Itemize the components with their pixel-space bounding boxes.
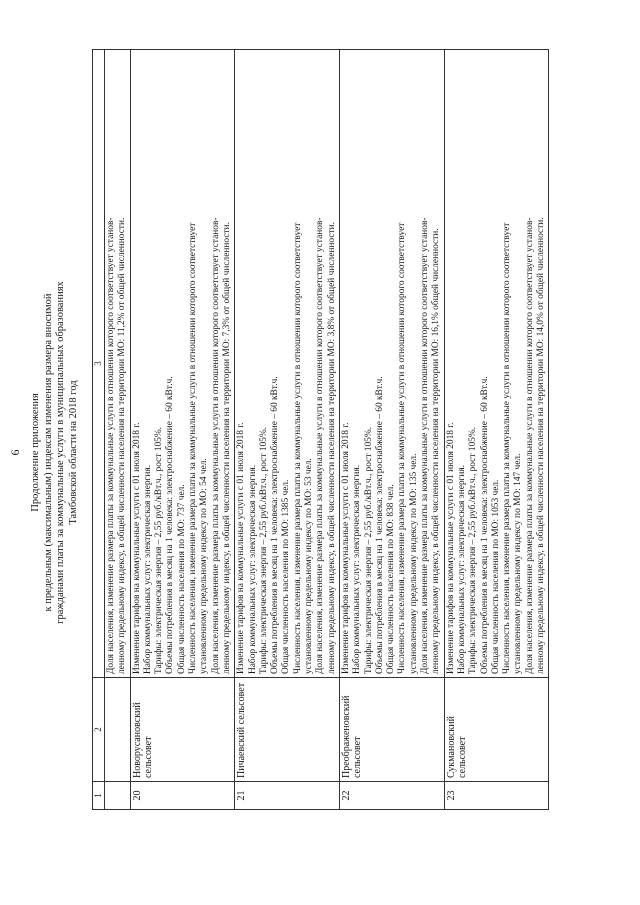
- row-number: [105, 782, 131, 810]
- description-line: Объемы потребления в месяц на 1 человека: электроснабжение – 60 кВт.ч.: [374, 376, 385, 674]
- description-line: Объемы потребления в месяц на 1 человека: электроснабжение – 60 кВт.ч.: [479, 376, 490, 674]
- description-line: Объемы потребления в месяц на 1 человека: электроснабжение – 60 кВт.ч.: [165, 376, 176, 674]
- description-line: ленному предельному индексу, в общей численности населения на территории МО: 14,0% от общей численности.: [535, 217, 546, 674]
- description-line: установленному предельному индексу по МО: 147 чел.: [513, 453, 524, 674]
- description-line: Набор коммунальных услуг: электрическая энергия.: [142, 464, 153, 674]
- description-line: Изменение тарифов на коммунальные услуги с 01 июля 2018 г.: [131, 422, 142, 674]
- row-description: [105, 50, 131, 678]
- column-header-1: 1: [93, 782, 105, 810]
- row-number: 22: [339, 782, 444, 810]
- table-row: [339, 50, 444, 810]
- description-line: Общая численность населения по МО: 1385 чел.: [281, 479, 292, 674]
- row-description: [339, 50, 444, 678]
- description-line: Численность населения, изменение размера платы за коммунальные услуги в отношении которого соответствует: [292, 222, 303, 674]
- description-line: Тарифы: электрическая энергия – 2,55 руб./кВт.ч., рост 105%.: [468, 427, 479, 674]
- municipality-name: Пичаевский сельсовет: [235, 678, 340, 782]
- row-number: 21: [235, 782, 340, 810]
- heading-line-4: Тамбовской области на 2018 год: [67, 380, 79, 525]
- description-line: Доля населения, изменение размера платы за коммунальные услуги в отношении которого соответствует установ-: [106, 217, 116, 674]
- description-line: Тарифы: электрическая энергия – 2,55 руб./кВт.ч., рост 105%.: [258, 427, 269, 674]
- description-line: Общая численность населения по МО: 737 чел.: [176, 484, 187, 674]
- description-line: Численность населения, изменение размера платы за коммунальные услуги в отношении которого соответствует: [502, 222, 513, 674]
- description-line: установленному предельному индексу по МО: 54 чел.: [199, 458, 210, 674]
- table-header-row: [93, 50, 105, 810]
- description-line: Численность населения, изменение размера платы за коммунальные услуги в отношении которого соответствует: [397, 222, 408, 674]
- description-line: Тарифы: электрическая энергия – 2,55 руб./кВт.ч., рост 105%.: [154, 427, 165, 674]
- municipality-name: Преображеновский сельсовет: [339, 678, 444, 782]
- description-line: Тарифы: электрическая энергия – 2,55 руб./кВт.ч., рост 105%.: [363, 427, 374, 674]
- page-number: 6: [8, 449, 22, 456]
- municipality-name: Сукмановский сельсовет: [444, 678, 549, 782]
- description-line: Изменение тарифов на коммунальные услуги с 01 июля 2018 г.: [445, 422, 456, 674]
- description-line: Набор коммунальных услуг: электрическая энергия.: [247, 464, 258, 674]
- description-line: Общая численность населения по МО: 838 чел.: [386, 484, 397, 674]
- description-line: Доля населения, изменение размера платы за коммунальные услуги в отношении которого соответствует установ-: [524, 217, 535, 674]
- row-number: 20: [130, 782, 235, 810]
- column-header-3: 3: [93, 50, 105, 678]
- description-line: ленному предельному индексу, в общей численности населения на территории МО: 3,8% от общей численности.: [326, 222, 337, 674]
- description-line: Общая численность населения по МО: 1053 чел.: [490, 479, 501, 674]
- row-description: [444, 50, 549, 678]
- description-line: ленному предельному индексу, в общей численности населения на территории МО: 16,1% общей численности.: [431, 228, 442, 674]
- heading-line-1: Продолжение приложения: [30, 393, 41, 512]
- table-row: [235, 50, 340, 810]
- row-description: [235, 50, 340, 678]
- description-line: Доля населения, изменение размера платы за коммунальные услуги в отношении которого соответствует установ-: [420, 217, 431, 674]
- description-line: Численность населения, изменение размера платы за коммунальные услуги в отношении которого соответствует: [188, 222, 199, 674]
- description-line: Набор коммунальных услуг: электрическая энергия.: [352, 464, 363, 674]
- description-line: установленному предельному индексу по МО: 53 чел.: [304, 458, 315, 674]
- description-line: Доля населения, изменение размера платы за коммунальные услуги в отношении которого соответствует установ-: [315, 217, 326, 674]
- municipality-name: Новорусановский сельсовет: [130, 678, 235, 782]
- municipality-name: [105, 678, 131, 782]
- description-line: ленному предельному индексу, в общей численности населения на территории МО: 7,3% от общей численности.: [221, 222, 232, 674]
- row-number: 23: [444, 782, 549, 810]
- description-line: установленному предельному индексу по МО: 135 чел.: [408, 453, 419, 674]
- table-row: [444, 50, 549, 810]
- heading-line-3: гражданами платы за коммунальные услуги в муниципальных образованиях: [55, 281, 66, 624]
- document-heading: [30, 80, 80, 825]
- description-line: Объемы потребления в месяц на 1 человека: электроснабжение – 60 кВт.ч.: [270, 376, 281, 674]
- description-line: Набор коммунальных услуг: электрическая энергия.: [456, 464, 467, 674]
- description-line: Изменение тарифов на коммунальные услуги с 01 июля 2018 г.: [340, 422, 351, 674]
- row-description: [130, 50, 235, 678]
- table-row-continuation: [105, 50, 131, 810]
- description-line: Доля населения, изменение размера платы за коммунальные услуги в отношении которого соответствует установ-: [210, 217, 221, 674]
- indices-table: [92, 49, 549, 810]
- heading-line-2: к предельным (максимальным) индексам изменения размера вносимой: [42, 293, 54, 612]
- description-line: Изменение тарифов на коммунальные услуги с 01 июля 2018 г.: [236, 422, 247, 674]
- column-header-2: 2: [93, 678, 105, 782]
- description-line: ленному предельному индексу, в общей численности населения на территории МО: 11,2% от общей численности.: [117, 217, 128, 674]
- table-row: [130, 50, 235, 810]
